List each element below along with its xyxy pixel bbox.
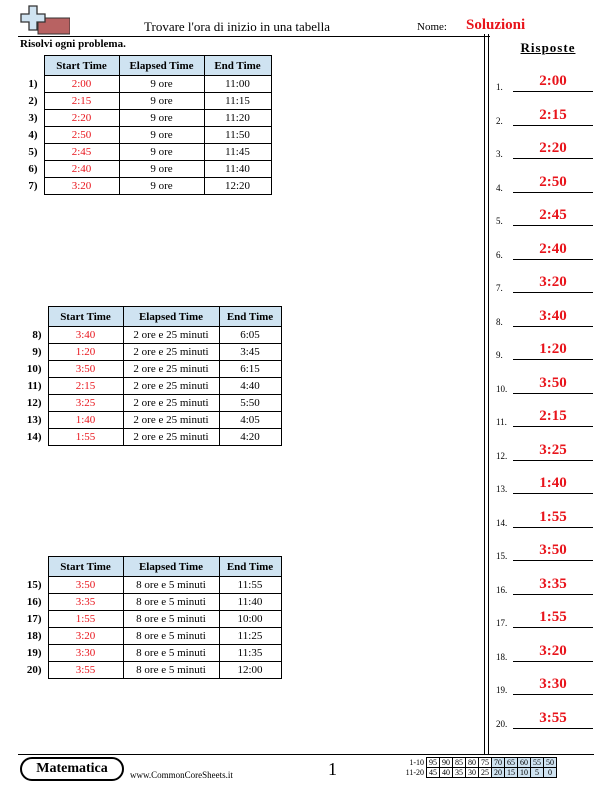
instructions: Risolvi ogni problema. [20, 38, 126, 50]
answer-value: 3:40 [539, 307, 567, 324]
answer-value: 1:40 [539, 475, 567, 491]
end-time: 5:50 [219, 395, 281, 412]
answer-number: 1. [496, 82, 503, 92]
answer-number: 20. [496, 718, 508, 729]
answer-line [513, 91, 593, 92]
answer-line [513, 225, 593, 226]
brand-badge: Matematica [20, 757, 124, 781]
score-cell: 75 [479, 758, 492, 768]
problem-row [18, 611, 281, 628]
answer-number: 7. [496, 283, 503, 293]
elapsed-time: 9 ore [119, 161, 204, 178]
problem-row [18, 429, 281, 446]
score-cell: 20 [492, 768, 505, 778]
answer-value: 3:30 [539, 676, 567, 692]
answer-row [496, 707, 596, 729]
answer-number: 13. [496, 484, 508, 494]
problem-number: 3) [28, 112, 38, 124]
answer-value: 3:35 [539, 575, 567, 592]
problem-number: 16) [26, 596, 42, 608]
header-divider [18, 36, 490, 37]
problem-number: 5) [28, 146, 38, 158]
start-time: 1:55 [48, 429, 123, 446]
answer-row [496, 640, 596, 662]
end-time: 11:15 [204, 93, 271, 110]
answer-row [496, 271, 596, 293]
problem-row [18, 395, 281, 412]
answer-line [513, 627, 593, 628]
answer-value: 3:20 [539, 274, 567, 290]
score-cell: 5 [531, 768, 544, 778]
score-cell: 60 [518, 758, 531, 768]
start-time: 1:40 [48, 412, 123, 429]
answer-line [513, 661, 593, 662]
elapsed-time: 8 ore e 5 minuti [123, 628, 219, 645]
answer-row [496, 539, 596, 561]
answer-value: 3:50 [539, 374, 567, 391]
end-time: 11:45 [204, 144, 271, 161]
score-cell: 0 [544, 768, 557, 778]
problem-number: 1) [28, 78, 38, 90]
problem-row [18, 577, 281, 594]
score-cell: 35 [453, 768, 466, 778]
start-time: 1:55 [48, 611, 123, 628]
end-time: 4:40 [219, 378, 281, 395]
answer-value: 1:20 [539, 341, 567, 357]
answer-row [496, 673, 596, 695]
problem-number: 7) [28, 180, 38, 192]
answer-line [513, 359, 593, 360]
answer-number: 17. [496, 618, 508, 628]
answer-row [496, 506, 596, 528]
page-number: 1 [328, 759, 337, 779]
answer-line [513, 460, 593, 461]
header-end-time: End Time [219, 557, 281, 577]
problem-number: 13) [26, 414, 42, 426]
problem-row [18, 161, 271, 178]
score-cell: 25 [479, 768, 492, 778]
answer-row [496, 338, 596, 360]
answer-value: 2:45 [539, 207, 567, 223]
answer-line [513, 560, 593, 561]
answer-number: 15. [496, 551, 508, 561]
score-cell: 15 [505, 768, 518, 778]
score-cell: 95 [427, 758, 440, 768]
answer-number: 19. [496, 685, 508, 695]
answer-row [496, 573, 596, 595]
elapsed-time: 9 ore [119, 144, 204, 161]
problem-number: 11) [27, 380, 42, 392]
answer-row [496, 439, 596, 461]
start-time: 2:50 [44, 127, 119, 144]
score-cell: 55 [531, 758, 544, 768]
name-label: Nome: [417, 21, 447, 33]
answer-row [496, 606, 596, 628]
elapsed-time: 9 ore [119, 93, 204, 110]
start-time: 3:20 [48, 628, 123, 645]
score-table [398, 757, 557, 778]
name-value: Soluzioni [466, 17, 526, 33]
elapsed-time: 9 ore [119, 127, 204, 144]
start-time: 2:15 [48, 378, 123, 395]
end-time: 11:50 [204, 127, 271, 144]
start-time: 3:25 [48, 395, 123, 412]
score-cell: 80 [466, 758, 479, 768]
answer-row [496, 372, 596, 394]
answer-value: 3:25 [539, 441, 567, 458]
answer-number: 2. [496, 115, 503, 126]
header-start-time: Start Time [44, 56, 119, 76]
answer-divider-line [484, 34, 485, 754]
answer-line [513, 125, 593, 126]
end-time: 6:15 [219, 361, 281, 378]
answers-title: Risposte [520, 40, 576, 55]
score-range-label: 1-10 [409, 758, 424, 767]
elapsed-time: 2 ore e 25 minuti [123, 344, 219, 361]
answer-number: 9. [496, 350, 503, 360]
answer-line [513, 259, 593, 260]
problem-table-2 [18, 306, 282, 446]
problem-row [18, 361, 281, 378]
elapsed-time: 8 ore e 5 minuti [123, 577, 219, 594]
answer-value: 3:50 [539, 542, 567, 558]
start-time: 3:20 [44, 178, 119, 195]
score-cell: 85 [453, 758, 466, 768]
header-elapsed-time: Elapsed Time [119, 56, 204, 76]
start-time: 2:45 [44, 144, 119, 161]
problem-number: 17) [26, 613, 42, 625]
problem-number: 4) [28, 129, 38, 141]
answer-number: 8. [496, 316, 503, 327]
answer-number: 12. [496, 450, 508, 461]
score-row [398, 758, 557, 768]
problem-number: 20) [26, 664, 42, 676]
header-start-time: Start Time [48, 557, 123, 577]
elapsed-time: 2 ore e 25 minuti [123, 378, 219, 395]
elapsed-time: 8 ore e 5 minuti [123, 611, 219, 628]
plus-logo-icon [20, 4, 70, 36]
problem-number: 15) [26, 579, 42, 591]
problem-row [18, 93, 271, 110]
end-time: 11:55 [219, 577, 281, 594]
end-time: 4:05 [219, 412, 281, 429]
start-time: 3:55 [48, 662, 123, 679]
answer-number: 3. [496, 149, 503, 159]
score-cell: 65 [505, 758, 518, 768]
problem-number: 19) [26, 647, 42, 659]
answer-line [513, 192, 593, 193]
header-start-time: Start Time [48, 307, 123, 327]
start-time: 2:15 [44, 93, 119, 110]
answer-line [513, 158, 593, 159]
start-time: 3:50 [48, 577, 123, 594]
website-link[interactable]: www.CommonCoreSheets.it [130, 770, 233, 780]
problem-table-1 [18, 55, 272, 195]
answer-line [513, 493, 593, 494]
problem-row [18, 144, 271, 161]
answer-line [513, 728, 593, 729]
start-time: 3:35 [48, 594, 123, 611]
answer-row [496, 104, 596, 126]
answer-value: 3:20 [539, 642, 567, 659]
problem-number: 6) [28, 163, 38, 175]
problem-row [18, 76, 271, 93]
answer-value: 2:15 [539, 408, 567, 424]
start-time: 2:00 [44, 76, 119, 93]
elapsed-time: 2 ore e 25 minuti [123, 361, 219, 378]
elapsed-time: 9 ore [119, 178, 204, 195]
problem-row [18, 127, 271, 144]
elapsed-time: 9 ore [119, 76, 204, 93]
problem-row [18, 594, 281, 611]
problem-row [18, 645, 281, 662]
answer-value: 1:55 [539, 609, 567, 625]
elapsed-time: 8 ore e 5 minuti [123, 662, 219, 679]
answer-value: 2:40 [539, 240, 567, 257]
end-time: 11:00 [204, 76, 271, 93]
problem-number: 9) [32, 346, 42, 358]
problem-row [18, 110, 271, 127]
problem-number: 18) [26, 630, 42, 642]
problem-row [18, 378, 281, 395]
score-cell: 10 [518, 768, 531, 778]
start-time: 3:50 [48, 361, 123, 378]
answer-row [496, 171, 596, 193]
answer-line [513, 393, 593, 394]
answer-line [513, 694, 593, 695]
end-time: 11:20 [204, 110, 271, 127]
score-cell: 50 [544, 758, 557, 768]
answer-number: 4. [496, 182, 503, 193]
header-elapsed-time: Elapsed Time [123, 307, 219, 327]
answer-row [496, 238, 596, 260]
problem-row [18, 412, 281, 429]
answer-value: 2:20 [539, 140, 567, 156]
answer-number: 16. [496, 584, 508, 595]
score-row [398, 768, 557, 778]
answer-number: 10. [496, 383, 508, 394]
answer-line [513, 527, 593, 528]
problem-row [18, 327, 281, 344]
end-time: 3:45 [219, 344, 281, 361]
answer-line [513, 326, 593, 327]
elapsed-time: 2 ore e 25 minuti [123, 412, 219, 429]
end-time: 6:05 [219, 327, 281, 344]
answer-number: 6. [496, 249, 503, 260]
answer-row [496, 305, 596, 327]
end-time: 10:00 [219, 611, 281, 628]
page-title: Trovare l'ora di inizio in una tabella [144, 19, 330, 34]
answer-value: 2:15 [539, 106, 567, 123]
header-end-time: End Time [219, 307, 281, 327]
header-end-time: End Time [204, 56, 271, 76]
answer-value: 1:55 [539, 508, 567, 525]
end-time: 12:00 [219, 662, 281, 679]
problem-number: 14) [26, 431, 42, 443]
score-cell: 90 [440, 758, 453, 768]
answer-line [513, 426, 593, 427]
start-time: 3:30 [48, 645, 123, 662]
start-time: 2:20 [44, 110, 119, 127]
end-time: 11:40 [219, 594, 281, 611]
answer-number: 18. [496, 651, 508, 662]
elapsed-time: 2 ore e 25 minuti [123, 327, 219, 344]
answer-row [496, 472, 596, 494]
start-time: 3:40 [48, 327, 123, 344]
end-time: 11:35 [219, 645, 281, 662]
elapsed-time: 8 ore e 5 minuti [123, 594, 219, 611]
end-time: 11:25 [219, 628, 281, 645]
answer-number: 14. [496, 517, 508, 528]
problem-row [18, 662, 281, 679]
elapsed-time: 9 ore [119, 110, 204, 127]
footer-divider [18, 754, 594, 755]
problem-number: 10) [26, 363, 42, 375]
answer-row [496, 204, 596, 226]
answer-line [513, 594, 593, 595]
start-time: 1:20 [48, 344, 123, 361]
score-cell: 70 [492, 758, 505, 768]
answer-number: 11. [496, 417, 507, 427]
score-cell: 45 [427, 768, 440, 778]
problem-number: 12) [26, 397, 42, 409]
problem-table-3 [18, 556, 282, 679]
elapsed-time: 2 ore e 25 minuti [123, 395, 219, 412]
end-time: 4:20 [219, 429, 281, 446]
answer-divider-line [488, 34, 489, 754]
end-time: 11:40 [204, 161, 271, 178]
problem-row [18, 344, 281, 361]
elapsed-time: 2 ore e 25 minuti [123, 429, 219, 446]
answer-line [513, 292, 593, 293]
answer-row [496, 70, 596, 92]
problem-row [18, 628, 281, 645]
elapsed-time: 8 ore e 5 minuti [123, 645, 219, 662]
score-cell: 30 [466, 768, 479, 778]
header-elapsed-time: Elapsed Time [123, 557, 219, 577]
problem-number: 8) [32, 329, 42, 341]
answer-value: 2:00 [539, 73, 567, 89]
problem-row [18, 178, 271, 195]
start-time: 2:40 [44, 161, 119, 178]
answer-row [496, 405, 596, 427]
answer-number: 5. [496, 216, 503, 226]
answer-value: 3:55 [539, 709, 567, 726]
score-range-label: 11-20 [405, 768, 424, 777]
answer-value: 2:50 [539, 173, 567, 190]
problem-number: 2) [28, 95, 38, 107]
score-cell: 40 [440, 768, 453, 778]
answer-row [496, 137, 596, 159]
end-time: 12:20 [204, 178, 271, 195]
